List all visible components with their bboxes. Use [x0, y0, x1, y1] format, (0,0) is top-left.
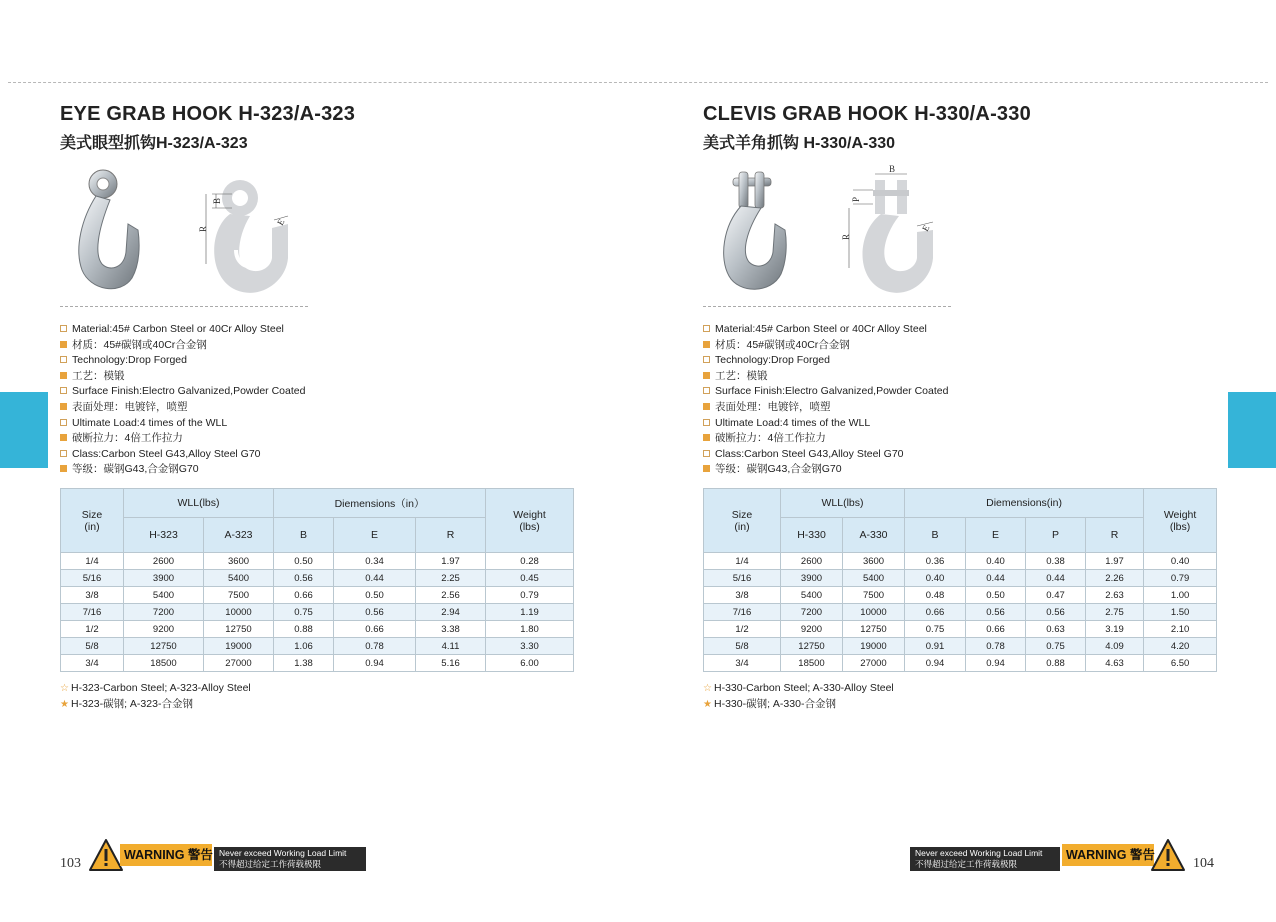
table-cell: 0.44	[1026, 570, 1086, 587]
star-outline-icon: ☆	[703, 683, 712, 694]
table-row	[61, 587, 574, 604]
table-cell: 5400	[781, 587, 843, 604]
star-icon: ★	[703, 699, 712, 710]
right-page	[703, 0, 1223, 922]
warning-triangle-icon	[1150, 838, 1186, 872]
page-number-right: 104	[1193, 856, 1214, 871]
table-cell: 3.38	[416, 621, 486, 638]
table-cell: 0.45	[486, 570, 574, 587]
table-cell: 0.56	[274, 570, 334, 587]
col-header: P	[1026, 518, 1086, 553]
spec-item: 材质：45#碳钢或40Cr合金钢	[60, 338, 305, 354]
table-cell: 7500	[204, 587, 274, 604]
table-cell: 5400	[843, 570, 905, 587]
page-number-left: 103	[60, 856, 81, 871]
clevis-hook-drawing	[841, 164, 933, 293]
table-cell: 0.94	[966, 655, 1026, 672]
dim-label-b: B	[889, 164, 896, 174]
table-row	[704, 638, 1217, 655]
table-cell: 0.91	[905, 638, 966, 655]
eye-hook-photo	[60, 160, 310, 300]
table-cell: 2.26	[1086, 570, 1144, 587]
table-cell: 1.00	[1144, 587, 1217, 604]
bullet-icon	[703, 387, 710, 394]
table-cell: 0.40	[1144, 553, 1217, 570]
table-cell: 7200	[781, 604, 843, 621]
table-row	[704, 553, 1217, 570]
table-cell: 0.50	[966, 587, 1026, 604]
table-row	[704, 621, 1217, 638]
table-cell: 12750	[204, 621, 274, 638]
table-cell: 27000	[843, 655, 905, 672]
col-header: E	[334, 518, 416, 553]
table-cell: 0.44	[966, 570, 1026, 587]
page-subtitle: 美式眼型抓钩H-323/A-323	[60, 135, 248, 152]
col-header-size: Size (in)	[61, 489, 124, 553]
table-cell: 7/16	[61, 604, 124, 621]
table-cell: 1.19	[486, 604, 574, 621]
table-row	[704, 570, 1217, 587]
bullet-icon	[703, 465, 710, 472]
table-cell: 4.63	[1086, 655, 1144, 672]
table-cell: 12750	[781, 638, 843, 655]
bullet-icon	[60, 325, 67, 332]
spec-item: Surface Finish:Electro Galvanized,Powder Coated	[703, 384, 948, 400]
table-row	[704, 587, 1217, 604]
table-cell: 0.75	[905, 621, 966, 638]
material-notes	[60, 680, 251, 712]
table-cell: 0.66	[905, 604, 966, 621]
bullet-icon	[60, 387, 67, 394]
spec-list	[703, 322, 948, 478]
spec-item: 破断拉力：4倍工作拉力	[703, 431, 948, 447]
table-cell: 7200	[124, 604, 204, 621]
table-cell: 5/8	[61, 638, 124, 655]
spec-item: 表面处理：电镀锌，喷塑	[60, 400, 305, 416]
bullet-icon	[703, 419, 710, 426]
table-cell: 1/2	[61, 621, 124, 638]
bullet-icon	[703, 450, 710, 457]
table-cell: 2.10	[1144, 621, 1217, 638]
col-header-wll: WLL(lbs)	[124, 489, 274, 518]
table-row	[61, 553, 574, 570]
table-cell: 6.50	[1144, 655, 1217, 672]
warning-banner-left	[88, 838, 368, 872]
bullet-icon	[703, 325, 710, 332]
product-images	[60, 160, 310, 300]
table-cell: 0.38	[1026, 553, 1086, 570]
table-cell: 10000	[843, 604, 905, 621]
table-cell: 3.19	[1086, 621, 1144, 638]
dim-label-p: P	[851, 196, 861, 202]
table-body	[61, 553, 574, 672]
table-cell: 18500	[781, 655, 843, 672]
table-cell: 0.50	[334, 587, 416, 604]
bullet-icon	[60, 450, 67, 457]
warning-banner-right	[910, 838, 1192, 872]
table-cell: 5/16	[704, 570, 781, 587]
table-cell: 2.63	[1086, 587, 1144, 604]
dim-label-b: B	[212, 197, 222, 204]
spec-item: 等级：碳钢G43,合金钢G70	[703, 462, 948, 478]
page-title: CLEVIS GRAB HOOK H-330/A-330	[703, 103, 1031, 125]
col-header-weight: Weight (lbs)	[1144, 489, 1217, 553]
table-cell: 2600	[781, 553, 843, 570]
bullet-icon	[60, 403, 67, 410]
spec-item: 等级：碳钢G43,合金钢G70	[60, 462, 305, 478]
table-body	[704, 553, 1217, 672]
table-cell: 7500	[843, 587, 905, 604]
warning-label: WARNING 警告	[1062, 844, 1154, 866]
spec-item: Material:45# Carbon Steel or 40Cr Alloy Steel	[60, 322, 305, 338]
table-cell: 0.66	[274, 587, 334, 604]
bullet-icon	[60, 341, 67, 348]
spec-item: Class:Carbon Steel G43,Alloy Steel G70	[703, 447, 948, 463]
table-cell: 3/8	[704, 587, 781, 604]
col-header-wll: WLL(lbs)	[781, 489, 905, 518]
left-side-tab	[0, 392, 48, 468]
col-header: H-330	[781, 518, 843, 553]
table-cell: 0.66	[334, 621, 416, 638]
warning-triangle-icon	[88, 838, 124, 872]
table-cell: 5400	[124, 587, 204, 604]
table-cell: 5/8	[704, 638, 781, 655]
table-cell: 2.75	[1086, 604, 1144, 621]
table-cell: 0.75	[1026, 638, 1086, 655]
table-cell: 12750	[124, 638, 204, 655]
spec-table	[60, 488, 574, 672]
star-icon: ★	[60, 699, 69, 710]
col-header-dimensions: Diemensions(in)	[905, 489, 1144, 518]
table-cell: 0.94	[905, 655, 966, 672]
table-row	[61, 638, 574, 655]
spec-item: Technology:Drop Forged	[60, 353, 305, 369]
table-cell: 0.40	[905, 570, 966, 587]
col-header-dimensions: Diemensions（in）	[274, 489, 486, 518]
table-cell: 0.78	[334, 638, 416, 655]
table-cell: 0.75	[274, 604, 334, 621]
bullet-icon	[60, 434, 67, 441]
table-row	[61, 604, 574, 621]
table-row	[61, 621, 574, 638]
warning-label: WARNING 警告	[120, 844, 212, 866]
bullet-icon	[703, 341, 710, 348]
table-cell: 0.79	[1144, 570, 1217, 587]
note-line: ☆ H-323-Carbon Steel; A-323-Alloy Steel	[60, 680, 251, 696]
spec-item: Class:Carbon Steel G43,Alloy Steel G70	[60, 447, 305, 463]
spec-item: 材质：45#碳钢或40Cr合金钢	[703, 338, 948, 354]
spec-item: 工艺：模锻	[703, 369, 948, 385]
table-row	[704, 655, 1217, 672]
table-cell: 3600	[204, 553, 274, 570]
table-cell: 19000	[843, 638, 905, 655]
table-row	[704, 604, 1217, 621]
table-cell: 0.94	[334, 655, 416, 672]
table-cell: 1/2	[704, 621, 781, 638]
table-cell: 1/4	[61, 553, 124, 570]
table-cell: 0.50	[274, 553, 334, 570]
dim-label-e: E	[275, 217, 287, 227]
table-cell: 19000	[204, 638, 274, 655]
bullet-icon	[703, 403, 710, 410]
table-cell: 1/4	[704, 553, 781, 570]
table-cell: 1.06	[274, 638, 334, 655]
spec-item: Ultimate Load:4 times of the WLL	[703, 416, 948, 432]
col-header: H-323	[124, 518, 204, 553]
table-cell: 5/16	[61, 570, 124, 587]
bullet-icon	[703, 372, 710, 379]
table-cell: 1.80	[486, 621, 574, 638]
table-cell: 3900	[124, 570, 204, 587]
table-cell: 10000	[204, 604, 274, 621]
col-header: R	[416, 518, 486, 553]
bullet-icon	[703, 434, 710, 441]
table-cell: 0.56	[966, 604, 1026, 621]
table-cell: 2.94	[416, 604, 486, 621]
table-cell: 0.47	[1026, 587, 1086, 604]
spec-item: Material:45# Carbon Steel or 40Cr Alloy Steel	[703, 322, 948, 338]
bullet-icon	[703, 356, 710, 363]
note-line: ☆ H-330-Carbon Steel; A-330-Alloy Steel	[703, 680, 894, 696]
col-header: A-323	[204, 518, 274, 553]
col-header-size: Size (in)	[704, 489, 781, 553]
table-cell: 18500	[124, 655, 204, 672]
warning-text: Never exceed Working Load Limit 不得超过给定工作荷载极限	[910, 847, 1060, 871]
spec-item: 工艺：模锻	[60, 369, 305, 385]
table-cell: 0.79	[486, 587, 574, 604]
col-header: R	[1086, 518, 1144, 553]
col-header: B	[274, 518, 334, 553]
section-divider	[703, 306, 951, 307]
table-cell: 4.11	[416, 638, 486, 655]
table-cell: 0.40	[966, 553, 1026, 570]
table-cell: 3/4	[704, 655, 781, 672]
table-cell: 0.56	[1026, 604, 1086, 621]
page-title: EYE GRAB HOOK H-323/A-323	[60, 103, 356, 125]
section-divider	[60, 306, 308, 307]
table-cell: 3/8	[61, 587, 124, 604]
table-cell: 3900	[781, 570, 843, 587]
spec-table	[703, 488, 1217, 672]
table-cell: 0.28	[486, 553, 574, 570]
material-notes	[703, 680, 894, 712]
spec-item: Technology:Drop Forged	[703, 353, 948, 369]
table-cell: 5400	[204, 570, 274, 587]
col-header: E	[966, 518, 1026, 553]
right-side-tab	[1228, 392, 1276, 468]
col-header: A-330	[843, 518, 905, 553]
table-cell: 12750	[843, 621, 905, 638]
spec-list	[60, 322, 305, 478]
bullet-icon	[60, 372, 67, 379]
table-cell: 4.09	[1086, 638, 1144, 655]
table-cell: 0.44	[334, 570, 416, 587]
table-cell: 0.88	[1026, 655, 1086, 672]
table-cell: 5.16	[416, 655, 486, 672]
dim-label-e: E	[920, 223, 932, 233]
table-cell: 0.56	[334, 604, 416, 621]
note-line: ★ H-330-碳钢; A-330-合金钢	[703, 696, 894, 712]
spec-item: Surface Finish:Electro Galvanized,Powder Coated	[60, 384, 305, 400]
bullet-icon	[60, 465, 67, 472]
col-header: B	[905, 518, 966, 553]
table-cell: 3600	[843, 553, 905, 570]
table-cell: 1.50	[1144, 604, 1217, 621]
table-cell: 0.48	[905, 587, 966, 604]
bullet-icon	[60, 356, 67, 363]
table-cell: 27000	[204, 655, 274, 672]
bullet-icon	[60, 419, 67, 426]
dim-label-r: R	[841, 233, 851, 240]
table-cell: 2.25	[416, 570, 486, 587]
table-cell: 0.34	[334, 553, 416, 570]
spec-item: Ultimate Load:4 times of the WLL	[60, 416, 305, 432]
spec-item: 表面处理：电镀锌，喷塑	[703, 400, 948, 416]
table-row	[61, 570, 574, 587]
table-cell: 1.97	[416, 553, 486, 570]
table-cell: 3.30	[486, 638, 574, 655]
table-cell: 2600	[124, 553, 204, 570]
table-row	[61, 655, 574, 672]
left-page	[60, 0, 580, 922]
table-cell: 4.20	[1144, 638, 1217, 655]
col-header-weight: Weight (lbs)	[486, 489, 574, 553]
eye-hook-drawing	[198, 180, 288, 293]
page-subtitle: 美式羊角抓钩 H-330/A-330	[703, 135, 896, 152]
note-line: ★ H-323-碳钢; A-323-合金钢	[60, 696, 251, 712]
warning-text: Never exceed Working Load Limit 不得超过给定工作荷载极限	[214, 847, 366, 871]
table-cell: 3/4	[61, 655, 124, 672]
table-cell: 7/16	[704, 604, 781, 621]
table-cell: 0.88	[274, 621, 334, 638]
dim-label-r: R	[198, 225, 208, 232]
table-cell: 0.66	[966, 621, 1026, 638]
table-cell: 1.38	[274, 655, 334, 672]
table-cell: 0.36	[905, 553, 966, 570]
table-cell: 2.56	[416, 587, 486, 604]
star-outline-icon: ☆	[60, 683, 69, 694]
product-images	[703, 160, 953, 300]
table-cell: 0.78	[966, 638, 1026, 655]
table-cell: 6.00	[486, 655, 574, 672]
table-cell: 0.63	[1026, 621, 1086, 638]
table-cell: 9200	[124, 621, 204, 638]
spec-item: 破断拉力：4倍工作拉力	[60, 431, 305, 447]
table-cell: 1.97	[1086, 553, 1144, 570]
table-cell: 9200	[781, 621, 843, 638]
clevis-hook-photo	[703, 160, 953, 300]
